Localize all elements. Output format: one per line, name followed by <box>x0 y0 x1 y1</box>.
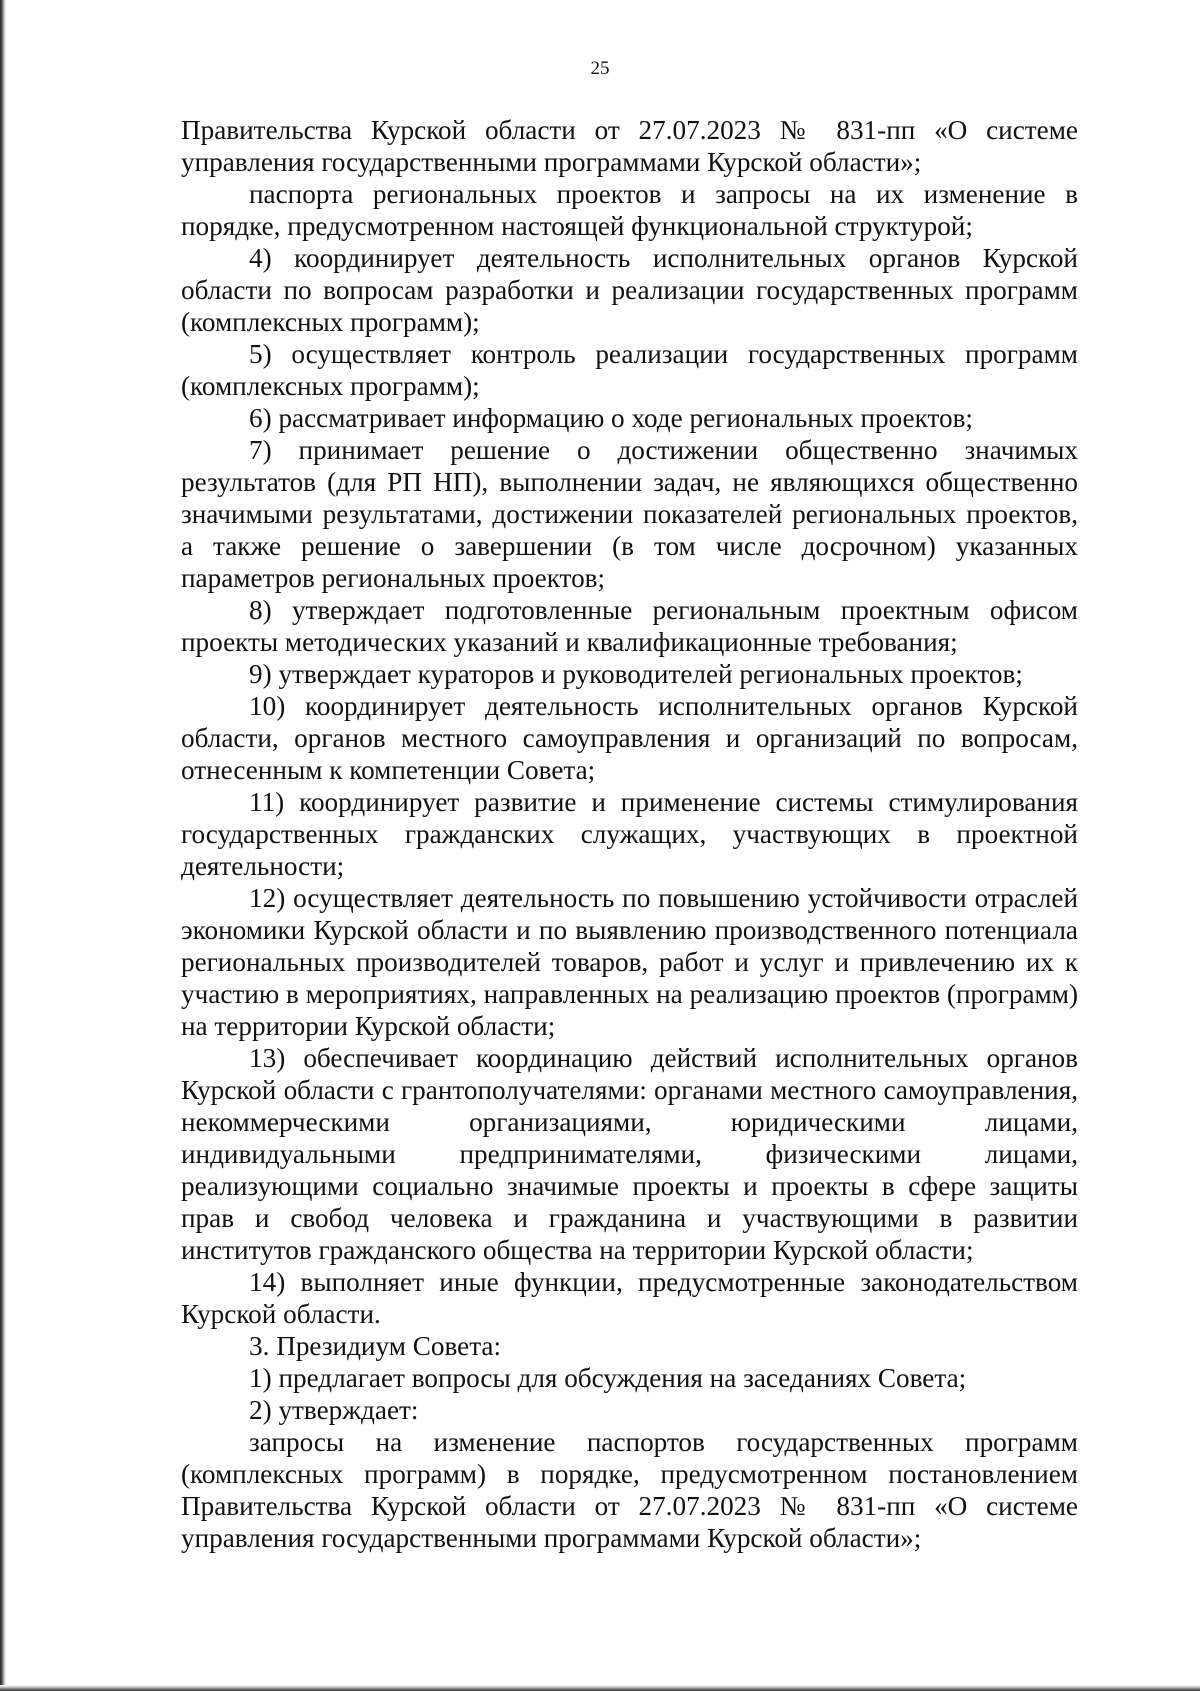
paragraph: паспорта региональных проектов и запросы на их изменение в порядке, предусмотренном настоящей функциональной структурой; <box>181 179 1078 241</box>
list-item: 11) координирует развитие и применение системы стимулирования государственных гражданских служащих, участвующих в проектной деятельности; <box>181 787 1078 881</box>
scan-edge-bottom <box>0 1685 1200 1691</box>
list-item: 9) утверждает кураторов и руководителей региональных проектов; <box>249 659 1023 689</box>
paragraph: запросы на изменение паспортов государственных программ (комплексных программ) в порядке, предусмотренном постановлением Правительства Курской области от 27.07.2023 № 831-пп «О системе управления государственными программами Курской области»; <box>181 1427 1078 1553</box>
list-item: 7) принимает решение о достижении общественно значимых результатов (для РП НП), выполнении задач, не являющихся общественно значимыми результатами, достижении показателей региональных проектов, а также решение о завершении (в том числе досрочном) указанных параметров региональных проектов; <box>181 435 1078 593</box>
list-item: 6) рассматривает информацию о ходе региональных проектов; <box>249 403 973 433</box>
page-number: 25 <box>590 58 610 79</box>
list-item: 10) координирует деятельность исполнительных органов Курской области, органов местного самоуправления и организаций по вопросам, отнесенным к компетенции Совета; <box>181 691 1078 785</box>
list-item: 2) утверждает: <box>249 1395 419 1425</box>
list-item: 13) обеспечивает координацию действий исполнительных органов Курской области с грантополучателями: органами местного самоуправления, некоммерческими организациями, юридическими лицами, индивидуальными предпринимателями, физическими лицами, реализующими социально значимые проекты и проекты в сфере защиты прав и свобод человека и гражданина и участвующими в развитии институтов гражданского общества на территории Курской области; <box>181 1043 1078 1265</box>
section-heading: 3. Президиум Совета: <box>249 1331 502 1361</box>
list-item: 1) предлагает вопросы для обсуждения на заседаниях Совета; <box>249 1363 967 1393</box>
list-item: 8) утверждает подготовленные региональным проектным офисом проекты методических указаний и квалификационные требования; <box>181 595 1078 657</box>
paragraph: Правительства Курской области от 27.07.2023 № 831-пп «О системе управления государственными программами Курской области»; <box>181 115 1078 177</box>
scan-edge-left <box>0 0 6 1691</box>
list-item: 12) осуществляет деятельность по повышению устойчивости отраслей экономики Курской области и по выявлению производственного потенциала региональных производителей товаров, работ и услуг и привлечению их к участию в мероприятиях, направленных на реализацию проектов (программ) на территории Курской области; <box>181 883 1078 1041</box>
list-item: 14) выполняет иные функции, предусмотренные законодательством Курской области. <box>181 1267 1078 1329</box>
document-body <box>181 114 1078 1554</box>
list-item: 5) осуществляет контроль реализации государственных программ (комплексных программ); <box>181 339 1078 401</box>
list-item: 4) координирует деятельность исполнительных органов Курской области по вопросам разработки и реализации государственных программ (комплексных программ); <box>181 243 1078 337</box>
